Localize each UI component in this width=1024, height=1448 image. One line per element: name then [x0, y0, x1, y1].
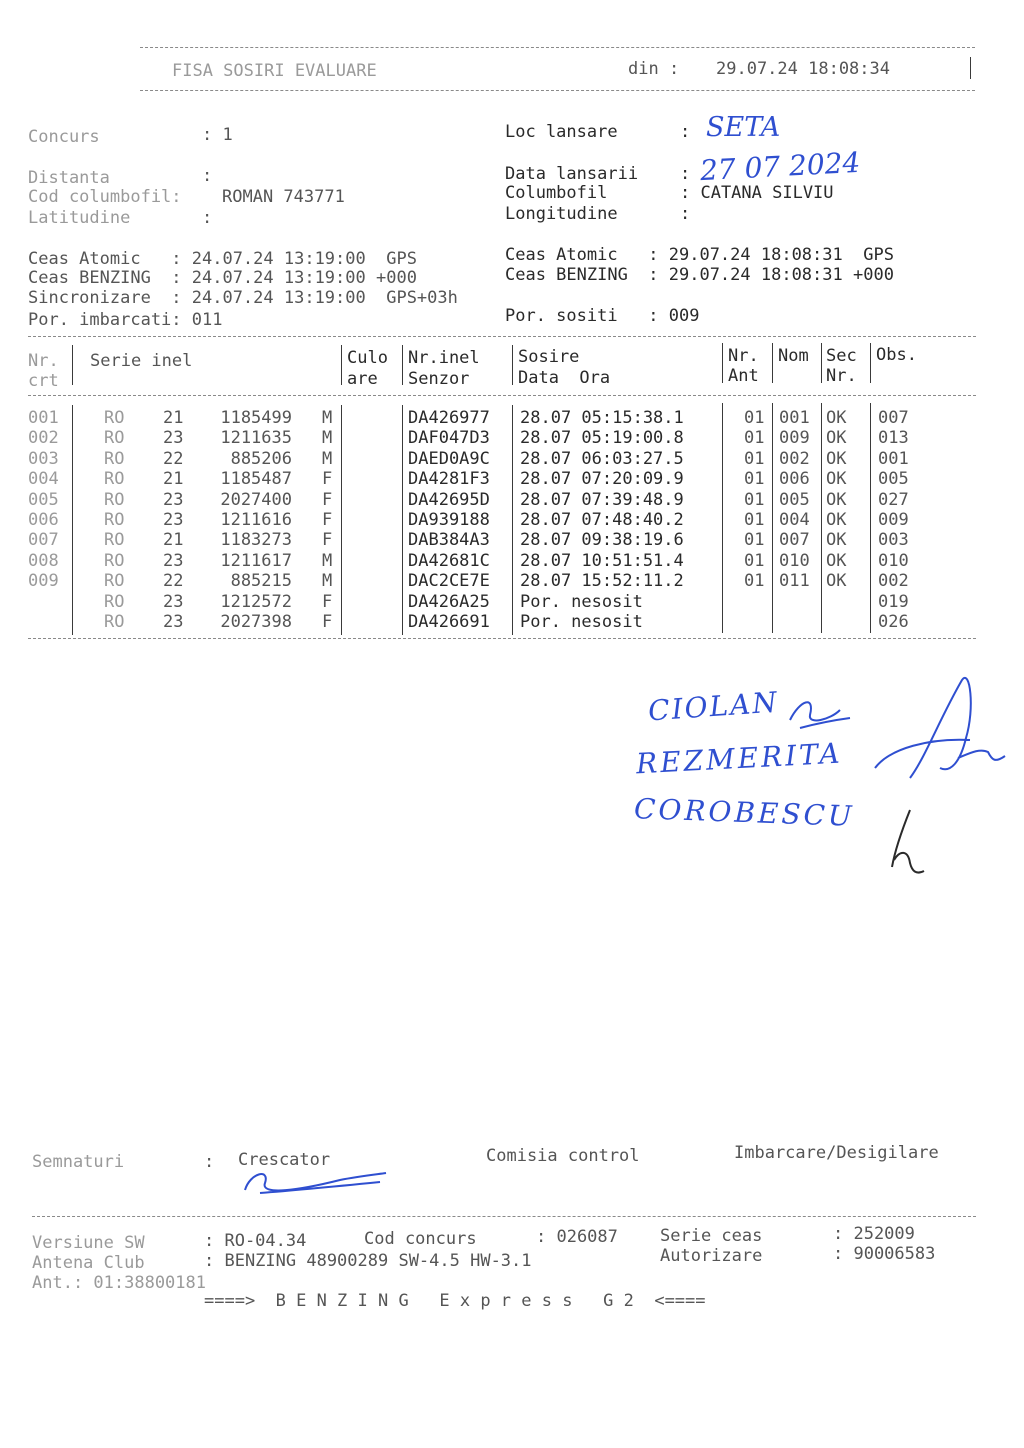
concurs-value: : 1 [202, 125, 233, 145]
cell-country: RO [104, 510, 125, 530]
loc-lansare-handwritten: SETA [706, 112, 781, 143]
cell-obs: 005 [878, 469, 909, 490]
cell-year: 22 [163, 448, 184, 469]
comisia-control-label: Comisia control [486, 1146, 640, 1166]
table-header-rule [28, 395, 976, 396]
cell-obs: 027 [878, 489, 909, 510]
antena-id-line: Ant.: 01:38800181 [32, 1273, 206, 1293]
cell-nom: 009 [779, 428, 810, 449]
signature-corobescu [880, 805, 940, 880]
cell-country: RO [104, 428, 125, 449]
columbofil-label: Columbofil [505, 183, 608, 203]
versiune-sw-label: Versiune SW [32, 1233, 145, 1253]
ceas-benzing-end: Ceas BENZING : 29.07.24 18:08:31 +000 [505, 265, 894, 285]
columbofil-value: : CATANA SILVIU [680, 183, 834, 203]
concurs-label: Concurs [28, 127, 100, 147]
cell-ant: 01 [744, 408, 765, 428]
cell-obs: 007 [878, 408, 909, 428]
cell-sex: M [322, 448, 333, 469]
header-are: are [347, 369, 378, 389]
header-culo: Culo [347, 348, 388, 368]
header-sec: Sec [826, 346, 857, 366]
document-title: FISA SOSIRI EVALUARE [172, 61, 377, 81]
cell-sec: OK [826, 408, 847, 428]
header-ant: Ant [728, 366, 759, 386]
col-sep-culo-body [341, 405, 342, 635]
col-sep-obs [870, 343, 871, 383]
cell-sensor: DA4281F3 [408, 469, 490, 490]
cell-nr: 001 [28, 408, 59, 428]
cell-ring: 1185487 [220, 469, 292, 490]
cell-country: RO [104, 571, 125, 592]
data-lansarii-label: Data lansarii [505, 164, 639, 184]
col-sep-sec-body [821, 403, 822, 633]
cell-year: 21 [163, 469, 184, 490]
cell-ring: 885215 [230, 571, 292, 592]
cell-nr: 009 [28, 571, 59, 592]
cell-sec: OK [826, 550, 847, 571]
latitudine-label: Latitudine [28, 208, 131, 228]
sincronizare: Sincronizare : 24.07.24 13:19:00 GPS+03h [28, 288, 458, 308]
cell-sosire: 28.07 09:38:19.6 [520, 530, 684, 551]
cell-nom: 010 [779, 550, 810, 571]
cell-nom: 005 [779, 489, 810, 510]
cell-sec: OK [826, 571, 847, 592]
col-sep-nom-body [772, 403, 773, 633]
cell-ant: 01 [744, 469, 765, 490]
col-sep-nr [72, 345, 73, 385]
cell-ring: 2027400 [220, 489, 292, 510]
cell-country: RO [104, 591, 125, 612]
cell-year: 22 [163, 571, 184, 592]
cell-sosire: Por. nesosit [520, 612, 643, 632]
cell-sosire: 28.07 10:51:51.4 [520, 550, 684, 571]
cell-sensor: DA426691 [408, 612, 490, 632]
cell-sosire: 28.07 05:15:38.1 [520, 408, 684, 428]
cell-sec: OK [826, 530, 847, 551]
cell-year: 21 [163, 408, 184, 428]
cell-ant: 01 [744, 571, 765, 592]
handwritten-name-rezmerita: REZMERITA [635, 736, 844, 781]
header-senzor: Senzor [408, 369, 470, 389]
signature-rezmerita [870, 668, 1010, 788]
printed-at-value: 29.07.24 18:08:34 [716, 59, 890, 79]
longitudine-value: : [680, 204, 691, 224]
cell-obs: 009 [878, 510, 909, 530]
loc-lansare-colon: : [680, 122, 691, 142]
col-sep-culo [341, 345, 342, 385]
cell-sensor: DA426A25 [408, 591, 490, 612]
header-nom: Nom [778, 346, 809, 366]
header-nr: Nr. [28, 351, 59, 371]
header-nr-ant: Nr. [728, 346, 759, 366]
cell-sec: OK [826, 469, 847, 490]
cell-year: 23 [163, 612, 184, 632]
cell-nom: 001 [779, 408, 810, 428]
header-obs: Obs. [876, 345, 917, 365]
cell-year: 23 [163, 510, 184, 530]
cell-country: RO [104, 530, 125, 551]
cell-nom: 011 [779, 571, 810, 592]
cell-obs: 001 [878, 448, 909, 469]
cell-ring: 1211635 [220, 428, 292, 449]
cell-sex: F [322, 612, 333, 632]
cell-nr: 006 [28, 510, 59, 530]
cell-ant: 01 [744, 530, 765, 551]
cell-sosire: 28.07 07:20:09.9 [520, 469, 684, 490]
cell-sensor: DA939188 [408, 510, 490, 530]
distanta-value: : [202, 166, 213, 186]
cell-ring: 1183273 [220, 530, 292, 551]
cell-year: 21 [163, 530, 184, 551]
cell-ant: 01 [744, 489, 765, 510]
cell-nr: 003 [28, 448, 59, 469]
signature-ciolan [780, 690, 860, 740]
cod-concurs-label: Cod concurs [364, 1229, 477, 1249]
cell-sec: OK [826, 448, 847, 469]
crescator-label: Crescator [238, 1150, 331, 1170]
cell-sosire: 28.07 06:03:27.5 [520, 448, 684, 469]
cell-sensor: DAF047D3 [408, 428, 490, 449]
footer-top-rule [32, 1216, 976, 1217]
col-sep-obs-body [870, 403, 871, 633]
cell-sosire: 28.07 05:19:00.8 [520, 428, 684, 449]
col-sep-ant [722, 343, 723, 383]
cell-sex: F [322, 469, 333, 490]
cell-sex: F [322, 489, 333, 510]
cell-nr: 007 [28, 530, 59, 551]
data-lansarii-colon: : [680, 164, 691, 184]
antena-club-label: Antena Club [32, 1253, 145, 1273]
col-sep-sosire [512, 345, 513, 385]
semnaturi-label: Semnaturi [32, 1152, 125, 1172]
serie-ceas-label: Serie ceas [660, 1226, 763, 1246]
header-top-rule [140, 47, 975, 48]
col-sep-ant-body [722, 403, 723, 633]
cell-ant: 01 [744, 510, 765, 530]
cell-nr: 004 [28, 469, 59, 490]
cod-columbofil-label: Cod columbofil: [28, 187, 182, 207]
cell-sosire: 28.07 15:52:11.2 [520, 571, 684, 592]
cell-obs: 010 [878, 550, 909, 571]
cell-sensor: DAED0A9C [408, 448, 490, 469]
cod-concurs-value: : 026087 [536, 1227, 618, 1247]
cell-sex: F [322, 530, 333, 551]
ceas-benzing-start: Ceas BENZING : 24.07.24 13:19:00 +000 [28, 268, 417, 288]
header-bottom-rule [140, 90, 975, 91]
cell-obs: 026 [878, 612, 909, 632]
cell-country: RO [104, 550, 125, 571]
serie-ceas-value: : 252009 [833, 1224, 915, 1244]
col-sep-sosire-body [512, 405, 513, 635]
cell-obs: 019 [878, 591, 909, 612]
printed-at-label: din : [628, 59, 680, 79]
cod-columbofil-value: ROMAN 743771 [222, 187, 345, 207]
cell-nr: 008 [28, 550, 59, 571]
autorizare-label: Autorizare [660, 1246, 763, 1266]
header-serie-inel: Serie inel [90, 351, 193, 371]
longitudine-label: Longitudine [505, 204, 618, 224]
autorizare-value: : 90006583 [833, 1244, 936, 1264]
cell-year: 23 [163, 591, 184, 612]
cell-nr: 002 [28, 428, 59, 449]
cell-sec: OK [826, 489, 847, 510]
header-nr-inel: Nr.inel [408, 348, 480, 368]
cell-country: RO [104, 448, 125, 469]
cell-sosire: Por. nesosit [520, 591, 643, 612]
cell-country: RO [104, 408, 125, 428]
cell-ant: 01 [744, 550, 765, 571]
cell-country: RO [104, 469, 125, 490]
cell-sensor: DAC2CE7E [408, 571, 490, 592]
versiune-sw-value: : RO-04.34 [204, 1231, 307, 1251]
cell-ring: 1211617 [220, 550, 292, 571]
col-sep-sec [821, 343, 822, 383]
table-top-rule [28, 336, 976, 337]
distanta-label: Distanta [28, 168, 110, 188]
cell-ring: 1212572 [220, 591, 292, 612]
por-imbarcati: Por. imbarcati: 011 [28, 310, 223, 330]
cell-nom: 004 [779, 510, 810, 530]
cell-ring: 2027398 [220, 612, 292, 632]
cell-country: RO [104, 489, 125, 510]
cell-sensor: DA42681C [408, 550, 490, 571]
cell-year: 23 [163, 489, 184, 510]
handwritten-name-ciolan: CIOLAN [647, 685, 780, 728]
por-sositi: Por. sositi : 009 [505, 306, 700, 326]
header-sosire: Sosire [518, 347, 580, 367]
signature-crescator [240, 1168, 390, 1198]
cell-sosire: 28.07 07:39:48.9 [520, 489, 684, 510]
table-bottom-rule [28, 638, 976, 639]
cell-obs: 002 [878, 571, 909, 592]
cell-year: 23 [163, 428, 184, 449]
cell-sec: OK [826, 510, 847, 530]
cell-sensor: DA426977 [408, 408, 490, 428]
cell-ring: 1211616 [220, 510, 292, 530]
cell-obs: 013 [878, 428, 909, 449]
cell-year: 23 [163, 550, 184, 571]
imbarcare-label: Imbarcare/Desigilare [734, 1143, 939, 1163]
cell-country: RO [104, 612, 125, 632]
header-edge [970, 57, 971, 79]
cell-obs: 003 [878, 530, 909, 551]
col-sep-nrinel [402, 345, 403, 385]
handwritten-name-corobescu: COROBESCU [633, 792, 856, 833]
cell-ring: 885206 [230, 448, 292, 469]
cell-sec: OK [826, 428, 847, 449]
header-sec-nr: Nr. [826, 366, 857, 386]
col-sep-nr-body [72, 405, 73, 635]
benzing-brand-line: ====> B E N Z I N G E x p r e s s G 2 <==== [204, 1291, 706, 1311]
cell-sensor: DAB384A3 [408, 530, 490, 551]
cell-sex: F [322, 591, 333, 612]
cell-nom: 002 [779, 448, 810, 469]
cell-sex: M [322, 408, 333, 428]
cell-nr: 005 [28, 489, 59, 510]
cell-sex: M [322, 428, 333, 449]
cell-nom: 007 [779, 530, 810, 551]
loc-lansare-label: Loc lansare [505, 122, 618, 142]
cell-sensor: DA42695D [408, 489, 490, 510]
ceas-atomic-end: Ceas Atomic : 29.07.24 18:08:31 GPS [505, 245, 894, 265]
data-lansarii-handwritten: 27 07 2024 [699, 145, 862, 188]
cell-ant: 01 [744, 428, 765, 449]
semnaturi-colon: : [204, 1152, 215, 1172]
cell-sex: M [322, 550, 333, 571]
latitudine-value: : [202, 208, 213, 228]
header-crt: crt [28, 371, 59, 391]
antena-club-value: : BENZING 48900289 SW-4.5 HW-3.1 [204, 1251, 532, 1271]
ceas-atomic-start: Ceas Atomic : 24.07.24 13:19:00 GPS [28, 249, 417, 269]
col-sep-nom [772, 343, 773, 383]
cell-ant: 01 [744, 448, 765, 469]
col-sep-nrinel-body [402, 405, 403, 635]
header-data-ora: Data Ora [518, 368, 611, 388]
cell-nom: 006 [779, 469, 810, 490]
cell-sex: M [322, 571, 333, 592]
cell-sex: F [322, 510, 333, 530]
cell-sosire: 28.07 07:48:40.2 [520, 510, 684, 530]
cell-ring: 1185499 [220, 408, 292, 428]
